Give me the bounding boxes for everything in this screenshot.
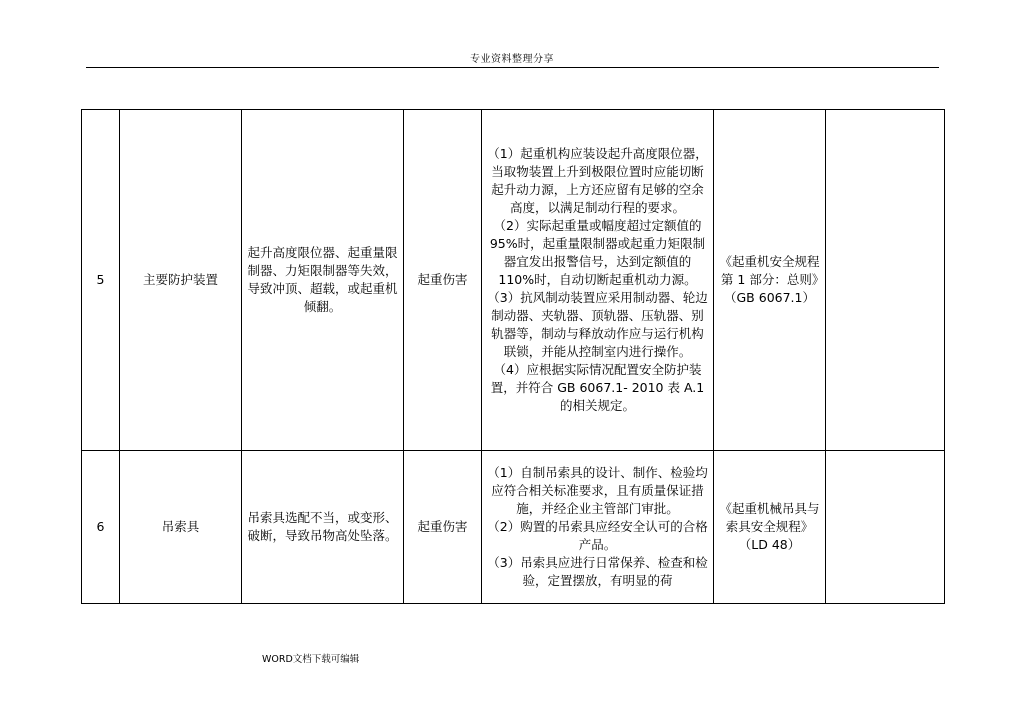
requirements-cell [482, 451, 714, 604]
requirement-item: （2）购置的吊索具应经安全认可的合格产品。 [487, 519, 708, 552]
standard-basis: 《起重机械吊具与索具安全规程》（LD 48） [714, 451, 826, 604]
requirements-cell [482, 110, 714, 451]
page-footer-text: WORD文档下载可编辑 [262, 654, 360, 665]
requirement-item: （4）应根据实际情况配置安全防护装置，并符合 GB 6067.1- 2010 表 A.1 的相关规定。 [490, 362, 705, 413]
table-row [82, 110, 945, 451]
risk-description: 起升高度限位器、起重量限制器、力矩限制器等失效，导致冲顶、超载，或起重机倾翻。 [242, 110, 404, 451]
row-number: 5 [82, 110, 120, 451]
requirement-item: （2）实际起重量或幅度超过定额值的 95%时，起重量限制器或起重力矩限制器宜发出报警信号，达到定额值的 110%时，自动切断起重机动力源。 [489, 218, 706, 287]
hazard-type: 起重伤害 [404, 451, 482, 604]
requirement-item: （3）吊索具应进行日常保养、检查和检验，定置摆放，有明显的荷 [487, 555, 708, 588]
requirement-item: （3）抗风制动装置应采用制动器、轮边制动器、夹轨器、顶轨器、压轨器、别轨器等，制动与释放动作应与运行机构联锁，并能从控制室内进行操作。 [487, 290, 708, 359]
hazard-table [81, 109, 945, 604]
table-row [82, 451, 945, 604]
standard-basis: 《起重机安全规程 第 1 部分：总则》（GB 6067.1） [714, 110, 826, 451]
item-name: 吊索具 [120, 451, 242, 604]
hazard-type: 起重伤害 [404, 110, 482, 451]
row-number: 6 [82, 451, 120, 604]
remark-cell [826, 110, 945, 451]
page-header-title: 专业资料整理分享 [470, 54, 554, 65]
requirement-item: （1）起重机构应装设起升高度限位器，当取物装置上升到极限位置时应能切断起升动力源，上方还应留有足够的空余高度，以满足制动行程的要求。 [487, 146, 708, 215]
remark-cell [826, 451, 945, 604]
header-divider [86, 67, 939, 68]
requirement-item: （1）自制吊索具的设计、制作、检验均应符合相关标准要求，且有质量保证措施，并经企业主管部门审批。 [487, 465, 708, 516]
risk-description: 吊索具选配不当，或变形、破断，导致吊物高处坠落。 [242, 451, 404, 604]
item-name: 主要防护装置 [120, 110, 242, 451]
